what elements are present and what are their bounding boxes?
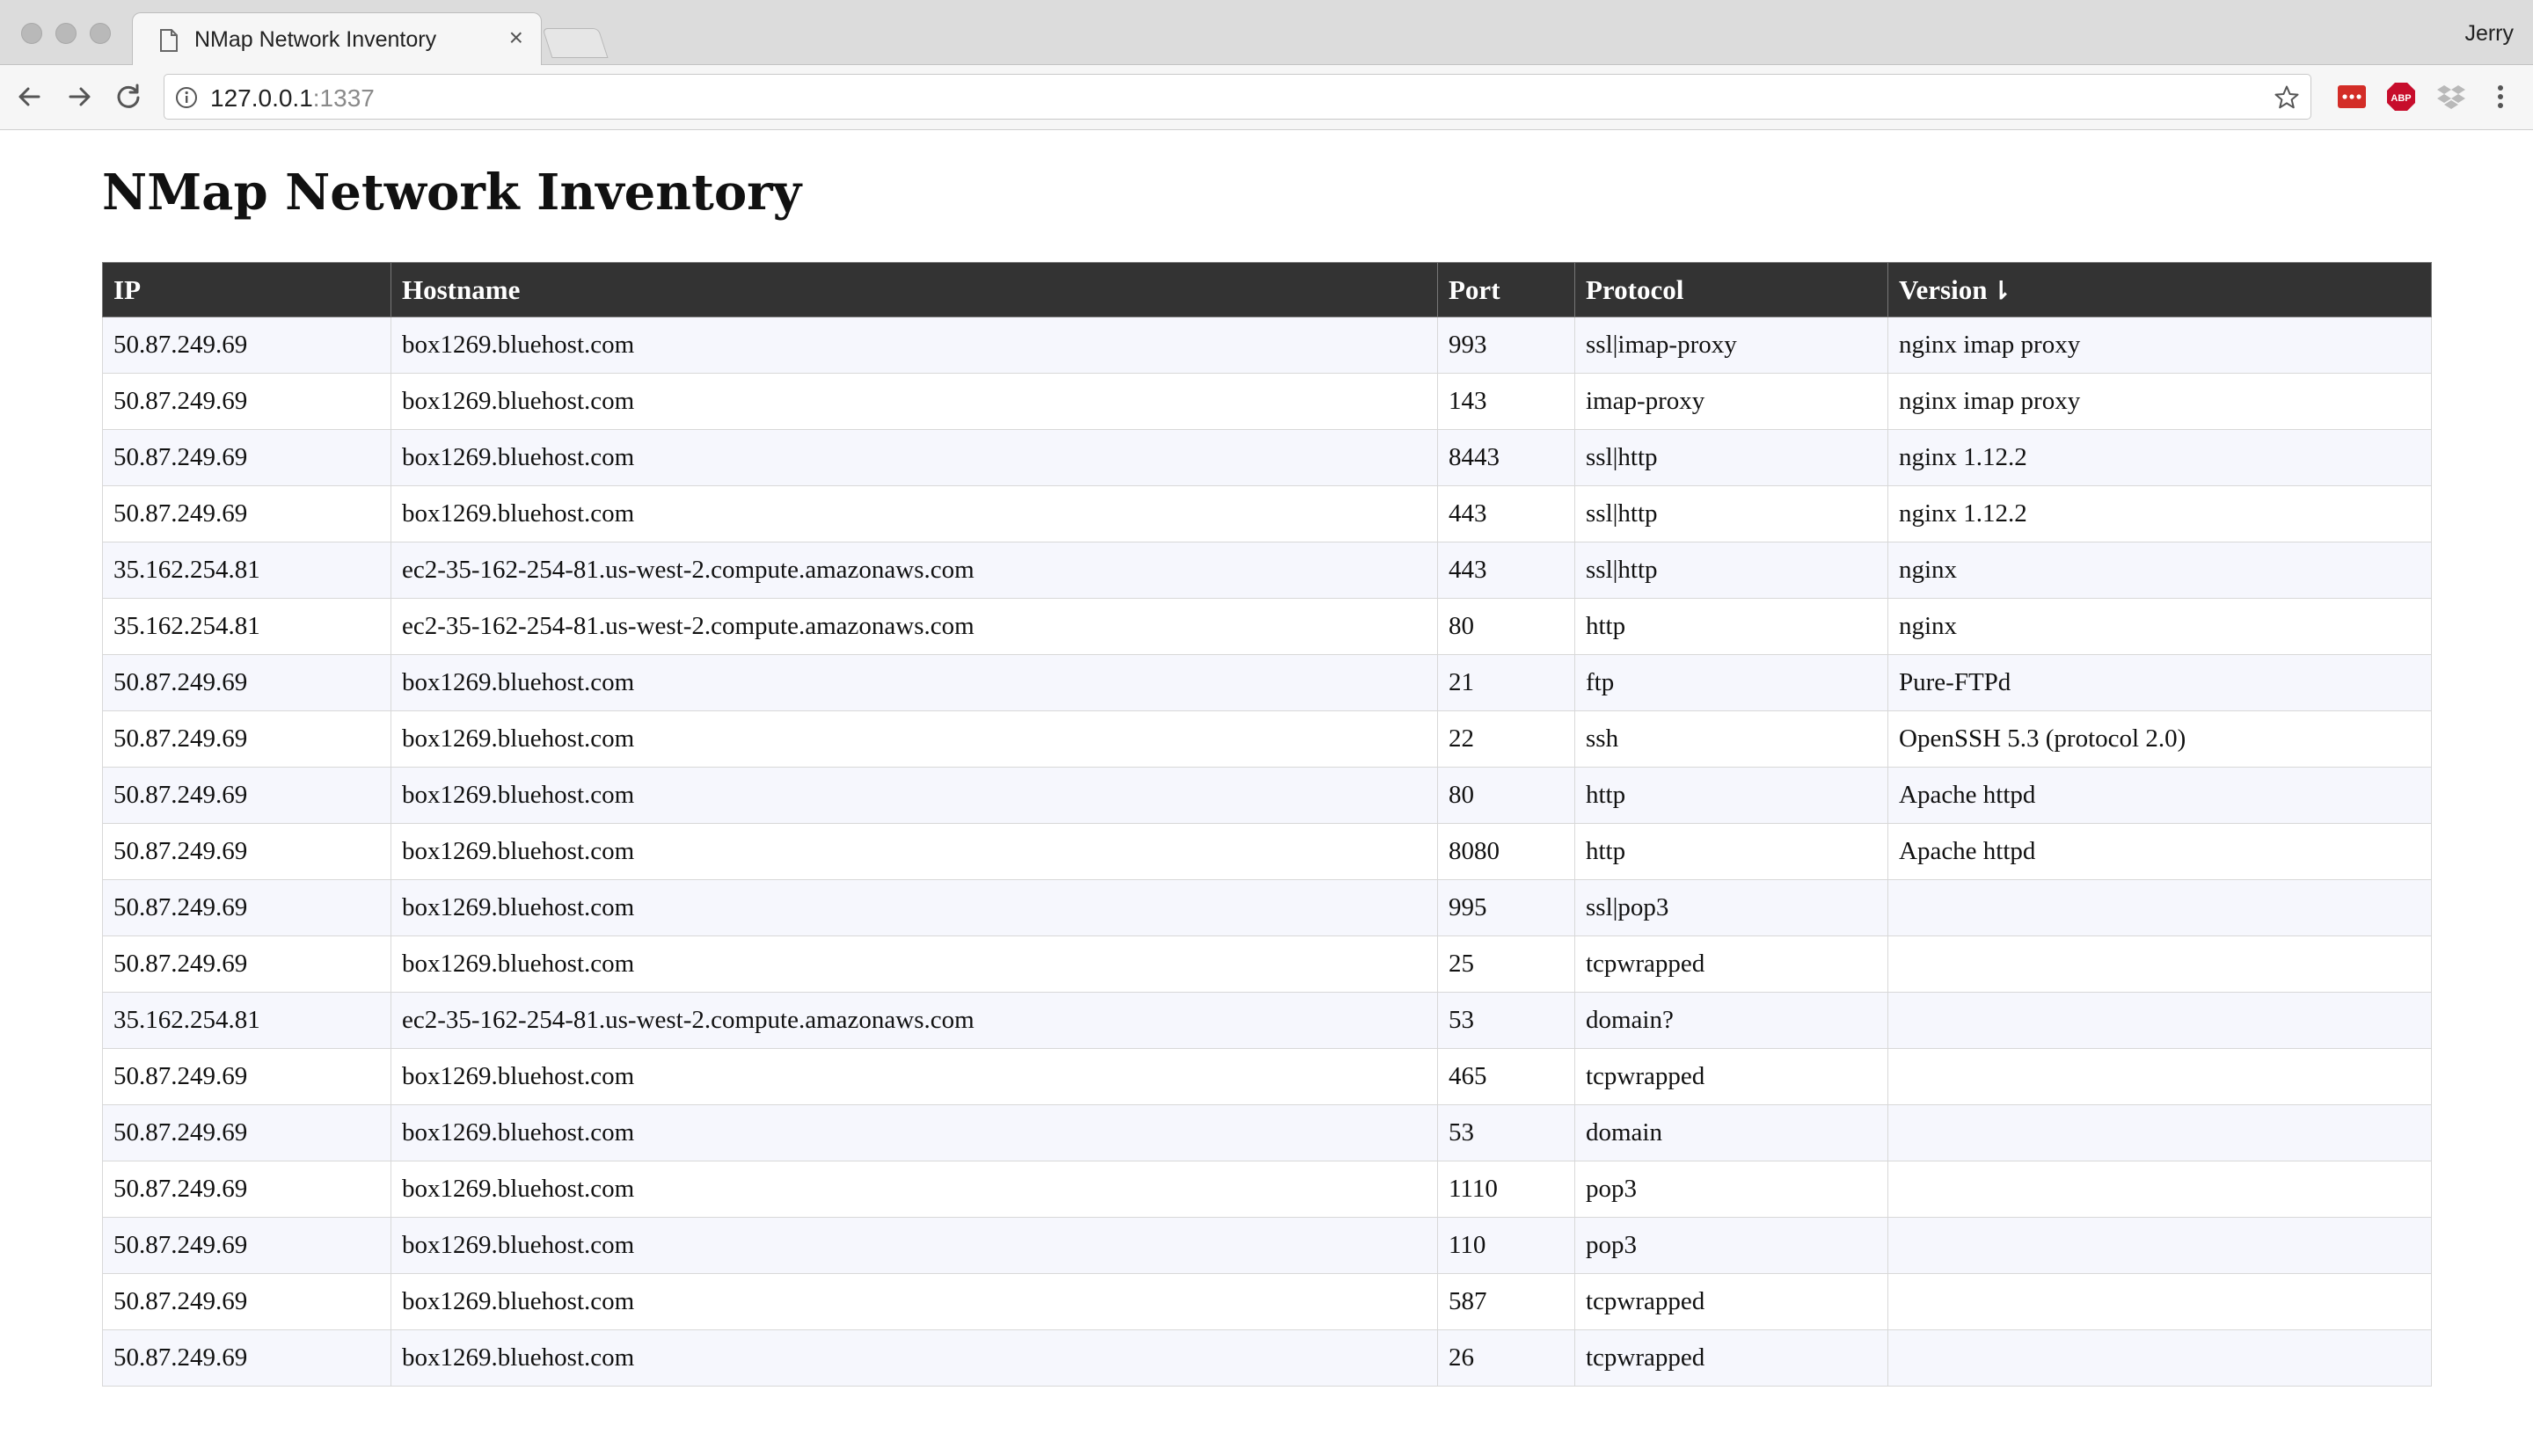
version-cell: nginx imap proxy [1888, 374, 2432, 430]
version-cell [1888, 1049, 2432, 1105]
port-cell: 587 [1438, 1274, 1575, 1330]
table-row [103, 542, 2432, 599]
protocol-cell: ssl|http [1575, 486, 1888, 542]
protocol-cell: ssl|pop3 [1575, 880, 1888, 936]
port-cell: 143 [1438, 374, 1575, 430]
port-cell: 8443 [1438, 430, 1575, 486]
url-host: 127.0.0.1 [210, 84, 313, 112]
protocol-cell: ssl|http [1575, 430, 1888, 486]
table-row [103, 655, 2432, 711]
protocol-cell: domain [1575, 1105, 1888, 1161]
window-close-button[interactable] [21, 23, 42, 44]
ip-cell: 50.87.249.69 [103, 374, 391, 430]
version-cell: nginx [1888, 542, 2432, 599]
page-title: NMap Network Inventory [102, 164, 802, 222]
hostname-cell: box1269.bluehost.com [391, 1161, 1438, 1218]
hostname-cell: box1269.bluehost.com [391, 880, 1438, 936]
port-cell: 80 [1438, 599, 1575, 655]
ip-cell: 50.87.249.69 [103, 486, 391, 542]
ip-cell: 50.87.249.69 [103, 1330, 391, 1387]
hostname-cell: box1269.bluehost.com [391, 1049, 1438, 1105]
hostname-cell: box1269.bluehost.com [391, 430, 1438, 486]
version-cell: nginx imap proxy [1888, 317, 2432, 374]
url-text[interactable] [210, 84, 375, 113]
port-cell: 26 [1438, 1330, 1575, 1387]
arrow-left-icon[interactable] [14, 81, 46, 113]
table-row [103, 486, 2432, 542]
more-vert-icon[interactable] [2486, 82, 2515, 112]
version-cell [1888, 1330, 2432, 1387]
hostname-cell: box1269.bluehost.com [391, 1274, 1438, 1330]
version-cell: OpenSSH 5.3 (protocol 2.0) [1888, 711, 2432, 768]
version-cell [1888, 880, 2432, 936]
version-cell [1888, 1161, 2432, 1218]
browser-tab[interactable] [132, 12, 542, 65]
hostname-cell: box1269.bluehost.com [391, 711, 1438, 768]
arrow-right-icon[interactable] [63, 81, 95, 113]
port-cell: 465 [1438, 1049, 1575, 1105]
version-cell: Apache httpd [1888, 768, 2432, 824]
ip-cell: 50.87.249.69 [103, 711, 391, 768]
table-row [103, 1105, 2432, 1161]
protocol-cell: pop3 [1575, 1161, 1888, 1218]
table-row [103, 1330, 2432, 1387]
page-content [102, 130, 2431, 1387]
ip-cell: 50.87.249.69 [103, 317, 391, 374]
address-bar[interactable] [164, 74, 2311, 120]
protocol-cell: ssh [1575, 711, 1888, 768]
protocol-cell: http [1575, 824, 1888, 880]
table-row [103, 1049, 2432, 1105]
protocol-cell: tcpwrapped [1575, 1049, 1888, 1105]
column-header-port[interactable]: Port [1438, 263, 1575, 317]
hostname-cell: ec2-35-162-254-81.us-west-2.compute.amazonaws.com [391, 542, 1438, 599]
ip-cell: 50.87.249.69 [103, 936, 391, 993]
port-cell: 25 [1438, 936, 1575, 993]
protocol-cell: http [1575, 768, 1888, 824]
ip-cell: 50.87.249.69 [103, 430, 391, 486]
version-cell: nginx 1.12.2 [1888, 486, 2432, 542]
hostname-cell: box1269.bluehost.com [391, 317, 1438, 374]
version-cell [1888, 1105, 2432, 1161]
browser-titlebar [0, 0, 2533, 65]
hostname-cell: box1269.bluehost.com [391, 1330, 1438, 1387]
port-cell: 8080 [1438, 824, 1575, 880]
window-minimize-button[interactable] [55, 23, 77, 44]
table-row [103, 1274, 2432, 1330]
table-row [103, 1161, 2432, 1218]
version-cell [1888, 1274, 2432, 1330]
window-zoom-button[interactable] [90, 23, 111, 44]
table-row [103, 599, 2432, 655]
protocol-cell: tcpwrapped [1575, 936, 1888, 993]
port-cell: 995 [1438, 880, 1575, 936]
document-icon [159, 29, 179, 52]
version-cell: nginx 1.12.2 [1888, 430, 2432, 486]
hostname-cell: box1269.bluehost.com [391, 1218, 1438, 1274]
column-header-hostname[interactable]: Hostname [391, 263, 1438, 317]
table-row [103, 824, 2432, 880]
table-row [103, 374, 2432, 430]
sort-descending-icon: ⇂ [1990, 277, 2011, 305]
port-cell: 993 [1438, 317, 1575, 374]
table-row [103, 936, 2432, 993]
version-cell [1888, 936, 2432, 993]
table-row [103, 1218, 2432, 1274]
table-row [103, 430, 2432, 486]
ip-cell: 35.162.254.81 [103, 542, 391, 599]
hostname-cell: box1269.bluehost.com [391, 936, 1438, 993]
port-cell: 443 [1438, 486, 1575, 542]
hostname-cell: ec2-35-162-254-81.us-west-2.compute.amazonaws.com [391, 993, 1438, 1049]
star-icon[interactable] [2274, 84, 2300, 111]
port-cell: 443 [1438, 542, 1575, 599]
column-header-version-label: Version [1899, 273, 1988, 305]
port-cell: 22 [1438, 711, 1575, 768]
browser-toolbar [0, 65, 2533, 130]
svg-text:ABP: ABP [2391, 93, 2412, 104]
column-header-ip[interactable]: IP [103, 263, 391, 317]
info-icon[interactable] [175, 86, 198, 109]
tab-title: NMap Network Inventory [194, 27, 437, 52]
ip-cell: 50.87.249.69 [103, 880, 391, 936]
new-tab-button[interactable] [542, 28, 608, 58]
table-row [103, 880, 2432, 936]
port-cell: 53 [1438, 993, 1575, 1049]
port-cell: 21 [1438, 655, 1575, 711]
ip-cell: 50.87.249.69 [103, 1161, 391, 1218]
table-header-row [103, 263, 2432, 317]
lastpass-icon[interactable] [2337, 82, 2367, 112]
protocol-cell: domain? [1575, 993, 1888, 1049]
column-header-version[interactable] [1888, 263, 2432, 317]
inventory-table [102, 262, 2432, 1387]
ip-cell: 50.87.249.69 [103, 1049, 391, 1105]
dropbox-icon[interactable] [2436, 82, 2466, 112]
hostname-cell: box1269.bluehost.com [391, 486, 1438, 542]
ip-cell: 35.162.254.81 [103, 993, 391, 1049]
version-cell: Apache httpd [1888, 824, 2432, 880]
protocol-cell: tcpwrapped [1575, 1274, 1888, 1330]
hostname-cell: box1269.bluehost.com [391, 655, 1438, 711]
version-cell [1888, 1218, 2432, 1274]
protocol-cell: tcpwrapped [1575, 1330, 1888, 1387]
ip-cell: 35.162.254.81 [103, 599, 391, 655]
ip-cell: 50.87.249.69 [103, 768, 391, 824]
port-cell: 80 [1438, 768, 1575, 824]
hostname-cell: box1269.bluehost.com [391, 1105, 1438, 1161]
table-row [103, 768, 2432, 824]
reload-icon[interactable] [113, 81, 144, 113]
adblock-plus-icon[interactable] [2386, 82, 2416, 112]
profile-name[interactable]: Jerry [2464, 21, 2514, 46]
port-cell: 110 [1438, 1218, 1575, 1274]
version-cell [1888, 993, 2432, 1049]
hostname-cell: box1269.bluehost.com [391, 824, 1438, 880]
ip-cell: 50.87.249.69 [103, 1274, 391, 1330]
table-row [103, 317, 2432, 374]
version-cell: nginx [1888, 599, 2432, 655]
port-cell: 1110 [1438, 1161, 1575, 1218]
protocol-cell: ftp [1575, 655, 1888, 711]
hostname-cell: box1269.bluehost.com [391, 768, 1438, 824]
protocol-cell: pop3 [1575, 1218, 1888, 1274]
tab-close-icon[interactable]: × [508, 24, 523, 51]
protocol-cell: imap-proxy [1575, 374, 1888, 430]
ip-cell: 50.87.249.69 [103, 1218, 391, 1274]
protocol-cell: ssl|imap-proxy [1575, 317, 1888, 374]
ip-cell: 50.87.249.69 [103, 1105, 391, 1161]
url-port: :1337 [312, 84, 375, 112]
hostname-cell: ec2-35-162-254-81.us-west-2.compute.amazonaws.com [391, 599, 1438, 655]
table-row [103, 711, 2432, 768]
column-header-protocol[interactable]: Protocol [1575, 263, 1888, 317]
table-body [103, 317, 2432, 1387]
protocol-cell: ssl|http [1575, 542, 1888, 599]
ip-cell: 50.87.249.69 [103, 824, 391, 880]
protocol-cell: http [1575, 599, 1888, 655]
table-row [103, 993, 2432, 1049]
ip-cell: 50.87.249.69 [103, 655, 391, 711]
port-cell: 53 [1438, 1105, 1575, 1161]
hostname-cell: box1269.bluehost.com [391, 374, 1438, 430]
version-cell: Pure-FTPd [1888, 655, 2432, 711]
